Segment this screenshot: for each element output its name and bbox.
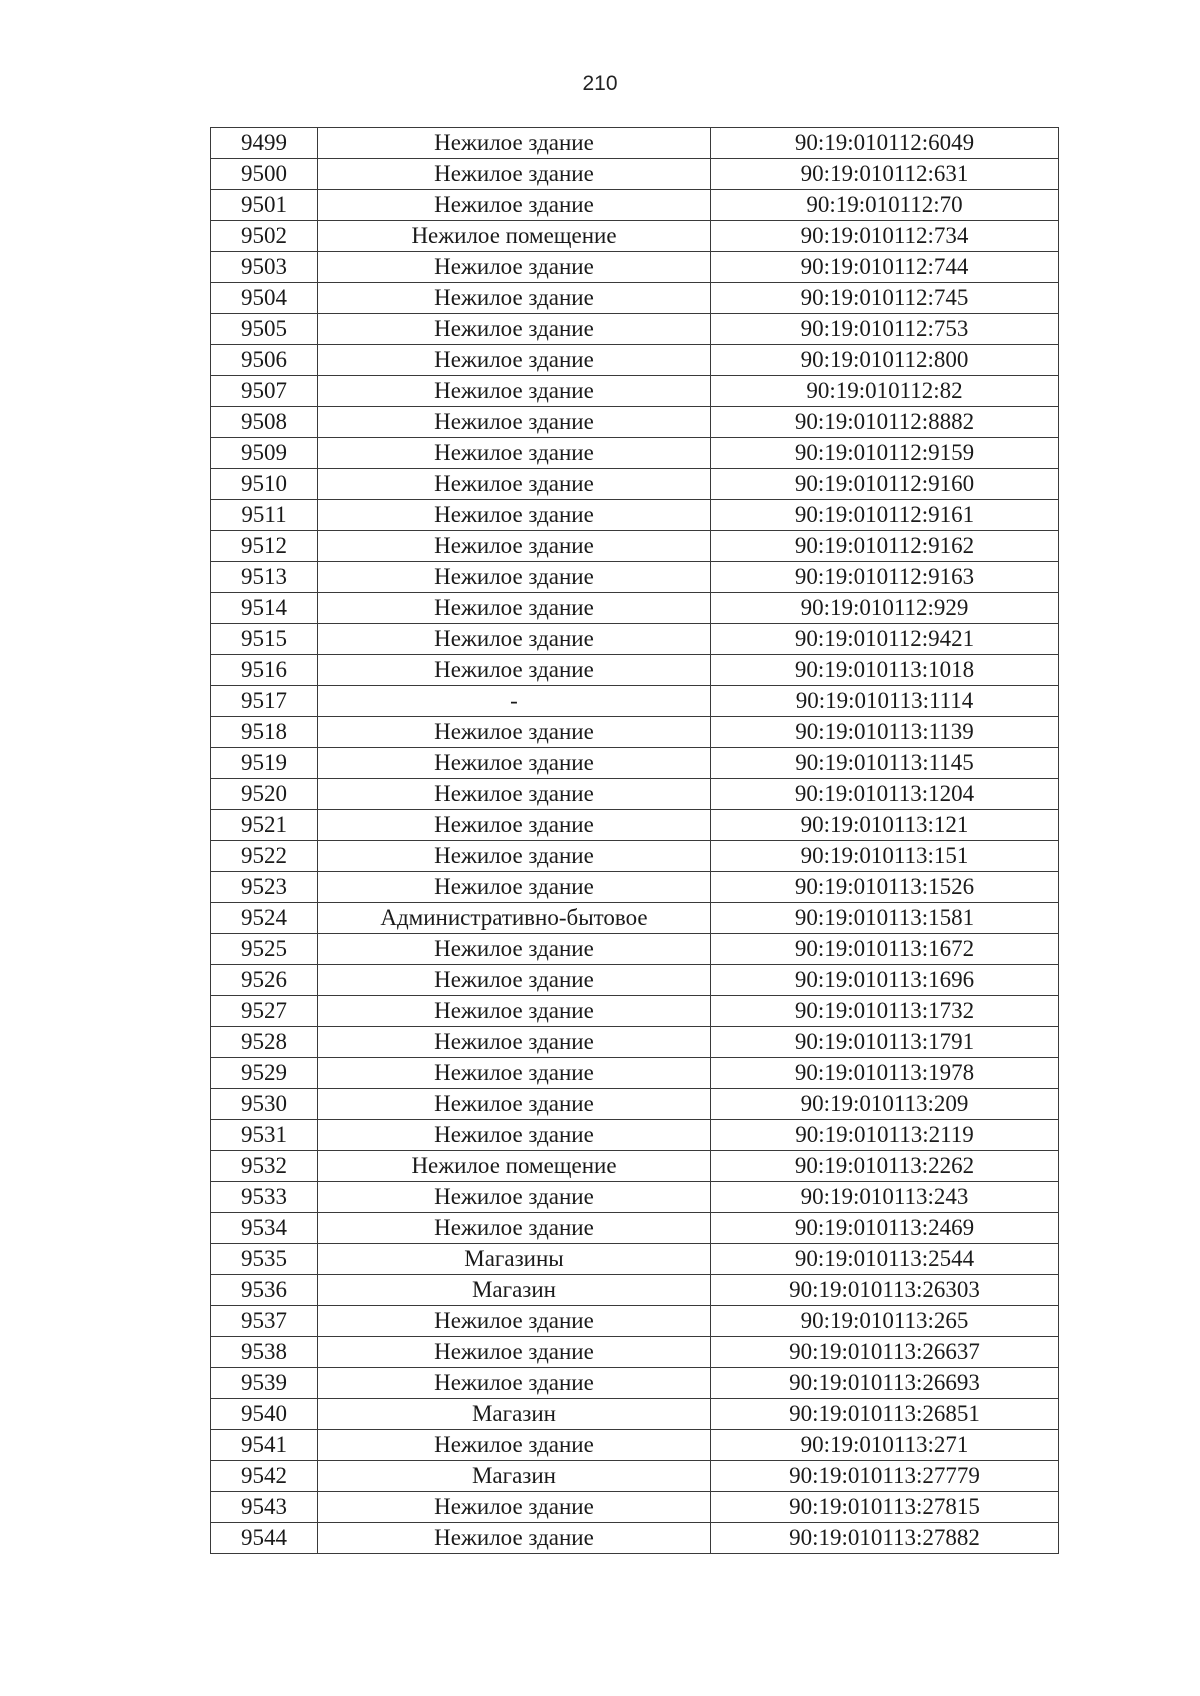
table-row <box>211 779 1059 810</box>
cadastral-number-cell: 90:19:010113:1526 <box>711 872 1059 903</box>
row-number-cell: 9513 <box>211 562 318 593</box>
table-row <box>211 872 1059 903</box>
object-type-cell: Нежилое здание <box>318 748 711 779</box>
object-type-cell: Нежилое здание <box>318 1027 711 1058</box>
object-type-cell: Нежилое здание <box>318 562 711 593</box>
table-row <box>211 717 1059 748</box>
table-row <box>211 1399 1059 1430</box>
table-row <box>211 934 1059 965</box>
cadastral-number-cell: 90:19:010112:734 <box>711 221 1059 252</box>
table-row <box>211 562 1059 593</box>
row-number-cell: 9506 <box>211 345 318 376</box>
object-type-cell: Нежилое здание <box>318 779 711 810</box>
cadastral-number-cell: 90:19:010113:1732 <box>711 996 1059 1027</box>
cadastral-number-cell: 90:19:010112:9161 <box>711 500 1059 531</box>
table-row <box>211 1492 1059 1523</box>
row-number-cell: 9501 <box>211 190 318 221</box>
row-number-cell: 9531 <box>211 1120 318 1151</box>
cadastral-number-cell: 90:19:010113:271 <box>711 1430 1059 1461</box>
cadastral-number-cell: 90:19:010113:27779 <box>711 1461 1059 1492</box>
table-row <box>211 1523 1059 1554</box>
cadastral-number-cell: 90:19:010112:9162 <box>711 531 1059 562</box>
object-type-cell: Административно-бытовое <box>318 903 711 934</box>
object-type-cell: Нежилое здание <box>318 1430 711 1461</box>
object-type-cell: Нежилое здание <box>318 1182 711 1213</box>
object-type-cell: Нежилое здание <box>318 1492 711 1523</box>
cadastral-number-cell: 90:19:010113:2119 <box>711 1120 1059 1151</box>
row-number-cell: 9528 <box>211 1027 318 1058</box>
table-row <box>211 1430 1059 1461</box>
object-type-cell: Нежилое здание <box>318 965 711 996</box>
row-number-cell: 9517 <box>211 686 318 717</box>
cadastral-number-cell: 90:19:010113:1204 <box>711 779 1059 810</box>
cadastral-number-cell: 90:19:010112:9421 <box>711 624 1059 655</box>
object-type-cell: Нежилое здание <box>318 810 711 841</box>
row-number-cell: 9534 <box>211 1213 318 1244</box>
cadastral-number-cell: 90:19:010112:631 <box>711 159 1059 190</box>
cadastral-number-cell: 90:19:010113:26693 <box>711 1368 1059 1399</box>
row-number-cell: 9504 <box>211 283 318 314</box>
row-number-cell: 9527 <box>211 996 318 1027</box>
cadastral-number-cell: 90:19:010112:929 <box>711 593 1059 624</box>
object-type-cell: Нежилое здание <box>318 190 711 221</box>
table-row <box>211 1120 1059 1151</box>
cadastral-number-cell: 90:19:010113:1696 <box>711 965 1059 996</box>
row-number-cell: 9541 <box>211 1430 318 1461</box>
table-row <box>211 1027 1059 1058</box>
table-row <box>211 903 1059 934</box>
cadastral-number-cell: 90:19:010112:6049 <box>711 128 1059 159</box>
row-number-cell: 9540 <box>211 1399 318 1430</box>
row-number-cell: 9519 <box>211 748 318 779</box>
row-number-cell: 9511 <box>211 500 318 531</box>
table-row <box>211 190 1059 221</box>
row-number-cell: 9538 <box>211 1337 318 1368</box>
table-row <box>211 841 1059 872</box>
table-row <box>211 686 1059 717</box>
cadastral-number-cell: 90:19:010112:753 <box>711 314 1059 345</box>
cadastral-number-cell: 90:19:010113:1672 <box>711 934 1059 965</box>
object-type-cell: Магазин <box>318 1461 711 1492</box>
table-row <box>211 1058 1059 1089</box>
table-row <box>211 221 1059 252</box>
row-number-cell: 9502 <box>211 221 318 252</box>
row-number-cell: 9542 <box>211 1461 318 1492</box>
object-type-cell: Магазин <box>318 1275 711 1306</box>
row-number-cell: 9533 <box>211 1182 318 1213</box>
table-row <box>211 283 1059 314</box>
cadastral-number-cell: 90:19:010113:26303 <box>711 1275 1059 1306</box>
row-number-cell: 9539 <box>211 1368 318 1399</box>
table-body <box>211 128 1059 1554</box>
table-row <box>211 314 1059 345</box>
cadastral-number-cell: 90:19:010112:82 <box>711 376 1059 407</box>
table-row <box>211 1368 1059 1399</box>
object-type-cell: - <box>318 686 711 717</box>
row-number-cell: 9503 <box>211 252 318 283</box>
cadastral-number-cell: 90:19:010113:2262 <box>711 1151 1059 1182</box>
object-type-cell: Нежилое помещение <box>318 1151 711 1182</box>
table-row <box>211 128 1059 159</box>
row-number-cell: 9524 <box>211 903 318 934</box>
cadastral-number-cell: 90:19:010112:9159 <box>711 438 1059 469</box>
row-number-cell: 9515 <box>211 624 318 655</box>
row-number-cell: 9518 <box>211 717 318 748</box>
cadastral-number-cell: 90:19:010113:1139 <box>711 717 1059 748</box>
table-row <box>211 593 1059 624</box>
cadastral-number-cell: 90:19:010113:1018 <box>711 655 1059 686</box>
table-row <box>211 376 1059 407</box>
table-row <box>211 1306 1059 1337</box>
object-type-cell: Нежилое здание <box>318 252 711 283</box>
object-type-cell: Нежилое здание <box>318 128 711 159</box>
object-type-cell: Нежилое здание <box>318 996 711 1027</box>
row-number-cell: 9529 <box>211 1058 318 1089</box>
object-type-cell: Нежилое здание <box>318 159 711 190</box>
cadastral-number-cell: 90:19:010113:26851 <box>711 1399 1059 1430</box>
cadastral-number-cell: 90:19:010113:151 <box>711 841 1059 872</box>
cadastral-number-cell: 90:19:010113:1978 <box>711 1058 1059 1089</box>
object-type-cell: Магазин <box>318 1399 711 1430</box>
cadastral-number-cell: 90:19:010113:1114 <box>711 686 1059 717</box>
object-type-cell: Нежилое здание <box>318 438 711 469</box>
table-row <box>211 996 1059 1027</box>
object-type-cell: Нежилое здание <box>318 593 711 624</box>
object-type-cell: Нежилое здание <box>318 469 711 500</box>
cadastral-number-cell: 90:19:010112:9160 <box>711 469 1059 500</box>
object-type-cell: Нежилое здание <box>318 655 711 686</box>
table-row <box>211 965 1059 996</box>
object-type-cell: Нежилое здание <box>318 407 711 438</box>
row-number-cell: 9544 <box>211 1523 318 1554</box>
table-row <box>211 1089 1059 1120</box>
table-row <box>211 531 1059 562</box>
row-number-cell: 9530 <box>211 1089 318 1120</box>
row-number-cell: 9514 <box>211 593 318 624</box>
table-row <box>211 438 1059 469</box>
object-type-cell: Нежилое здание <box>318 1523 711 1554</box>
object-type-cell: Нежилое здание <box>318 376 711 407</box>
row-number-cell: 9535 <box>211 1244 318 1275</box>
row-number-cell: 9510 <box>211 469 318 500</box>
row-number-cell: 9532 <box>211 1151 318 1182</box>
object-type-cell: Нежилое здание <box>318 624 711 655</box>
cadastral-number-cell: 90:19:010112:800 <box>711 345 1059 376</box>
object-type-cell: Нежилое здание <box>318 717 711 748</box>
cadastral-number-cell: 90:19:010112:70 <box>711 190 1059 221</box>
cadastral-number-cell: 90:19:010113:2544 <box>711 1244 1059 1275</box>
row-number-cell: 9520 <box>211 779 318 810</box>
table-row <box>211 500 1059 531</box>
row-number-cell: 9516 <box>211 655 318 686</box>
table-row <box>211 159 1059 190</box>
cadastral-number-cell: 90:19:010113:26637 <box>711 1337 1059 1368</box>
cadastral-number-cell: 90:19:010113:265 <box>711 1306 1059 1337</box>
row-number-cell: 9505 <box>211 314 318 345</box>
object-type-cell: Нежилое помещение <box>318 221 711 252</box>
object-type-cell: Нежилое здание <box>318 531 711 562</box>
object-type-cell: Нежилое здание <box>318 1306 711 1337</box>
table-row <box>211 1151 1059 1182</box>
object-type-cell: Нежилое здание <box>318 841 711 872</box>
cadastral-number-cell: 90:19:010112:8882 <box>711 407 1059 438</box>
object-type-cell: Нежилое здание <box>318 500 711 531</box>
row-number-cell: 9522 <box>211 841 318 872</box>
table-row <box>211 1337 1059 1368</box>
cadastral-number-cell: 90:19:010112:9163 <box>711 562 1059 593</box>
object-type-cell: Нежилое здание <box>318 283 711 314</box>
object-type-cell: Нежилое здание <box>318 314 711 345</box>
object-type-cell: Магазины <box>318 1244 711 1275</box>
object-type-cell: Нежилое здание <box>318 1120 711 1151</box>
row-number-cell: 9543 <box>211 1492 318 1523</box>
row-number-cell: 9536 <box>211 1275 318 1306</box>
table-row <box>211 1461 1059 1492</box>
row-number-cell: 9537 <box>211 1306 318 1337</box>
row-number-cell: 9509 <box>211 438 318 469</box>
table-row <box>211 655 1059 686</box>
table-row <box>211 624 1059 655</box>
cadastral-number-cell: 90:19:010113:1145 <box>711 748 1059 779</box>
page-number: 210 <box>582 72 618 95</box>
cadastral-number-cell: 90:19:010112:744 <box>711 252 1059 283</box>
cadastral-number-cell: 90:19:010113:209 <box>711 1089 1059 1120</box>
table-row <box>211 1244 1059 1275</box>
object-type-cell: Нежилое здание <box>318 345 711 376</box>
cadastral-number-cell: 90:19:010113:121 <box>711 810 1059 841</box>
object-type-cell: Нежилое здание <box>318 1337 711 1368</box>
row-number-cell: 9512 <box>211 531 318 562</box>
object-type-cell: Нежилое здание <box>318 1058 711 1089</box>
cadastral-number-cell: 90:19:010113:1791 <box>711 1027 1059 1058</box>
row-number-cell: 9508 <box>211 407 318 438</box>
table-row <box>211 810 1059 841</box>
table-row <box>211 469 1059 500</box>
table-row <box>211 252 1059 283</box>
property-registry-table <box>210 127 1059 1554</box>
cadastral-number-cell: 90:19:010113:243 <box>711 1182 1059 1213</box>
row-number-cell: 9500 <box>211 159 318 190</box>
cadastral-number-cell: 90:19:010113:27815 <box>711 1492 1059 1523</box>
table-row <box>211 748 1059 779</box>
row-number-cell: 9499 <box>211 128 318 159</box>
cadastral-number-cell: 90:19:010113:2469 <box>711 1213 1059 1244</box>
cadastral-number-cell: 90:19:010113:1581 <box>711 903 1059 934</box>
row-number-cell: 9521 <box>211 810 318 841</box>
row-number-cell: 9523 <box>211 872 318 903</box>
object-type-cell: Нежилое здание <box>318 1368 711 1399</box>
object-type-cell: Нежилое здание <box>318 934 711 965</box>
table-row <box>211 345 1059 376</box>
table-row <box>211 1275 1059 1306</box>
object-type-cell: Нежилое здание <box>318 872 711 903</box>
object-type-cell: Нежилое здание <box>318 1089 711 1120</box>
object-type-cell: Нежилое здание <box>318 1213 711 1244</box>
row-number-cell: 9507 <box>211 376 318 407</box>
cadastral-number-cell: 90:19:010112:745 <box>711 283 1059 314</box>
table-row <box>211 1182 1059 1213</box>
row-number-cell: 9525 <box>211 934 318 965</box>
table-row <box>211 407 1059 438</box>
table-row <box>211 1213 1059 1244</box>
cadastral-number-cell: 90:19:010113:27882 <box>711 1523 1059 1554</box>
row-number-cell: 9526 <box>211 965 318 996</box>
